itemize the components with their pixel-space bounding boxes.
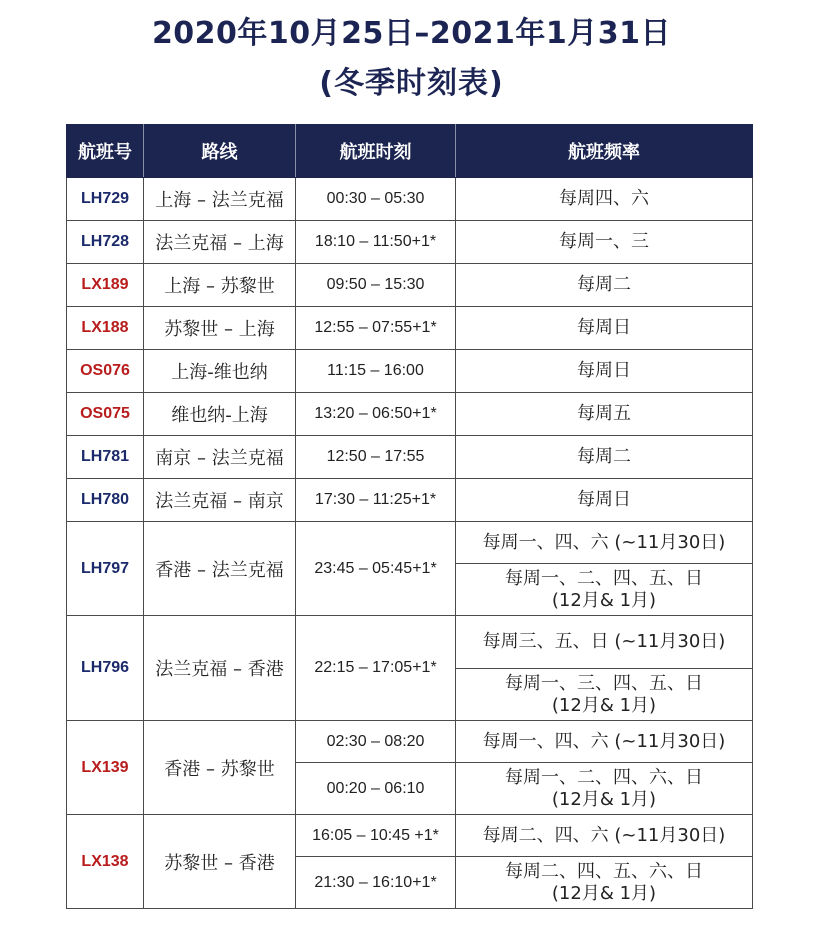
flight-number: OS075 — [67, 393, 144, 436]
flight-time: 22:15 – 17:05+1* — [296, 616, 456, 721]
frequency: 每周日 — [456, 479, 753, 522]
column-header-frequency: 航班频率 — [456, 125, 753, 178]
flight-time: 02:30 – 08:20 — [296, 721, 456, 763]
frequency: 每周一、四、六 (~11月30日) — [456, 721, 753, 763]
schedule-title-season: (冬季时刻表) — [319, 66, 504, 101]
table-row — [67, 350, 753, 393]
table-row — [67, 178, 753, 221]
flight-number: LX189 — [67, 264, 144, 307]
flight-time: 00:20 – 06:10 — [296, 763, 456, 815]
flight-time: 13:20 – 06:50+1* — [296, 393, 456, 436]
route: 上海-维也纳 — [144, 350, 296, 393]
frequency: 每周日 — [456, 307, 753, 350]
frequency — [456, 564, 753, 616]
flight-time: 18:10 – 11:50+1* — [296, 221, 456, 264]
flight-number: LH729 — [67, 178, 144, 221]
flight-number: LX139 — [67, 721, 144, 815]
table-header-row — [67, 125, 753, 178]
frequency-days: 每周一、二、四、五、日 — [505, 567, 703, 589]
flight-number: LX188 — [67, 307, 144, 350]
frequency-period: (12月& 1月) — [551, 694, 657, 716]
frequency: 每周一、三 — [456, 221, 753, 264]
flight-time: 12:50 – 17:55 — [296, 436, 456, 479]
frequency — [456, 857, 753, 909]
table-row — [67, 264, 753, 307]
route: 苏黎世 – 香港 — [144, 815, 296, 909]
route: 上海 – 法兰克福 — [144, 178, 296, 221]
flight-number: LH780 — [67, 479, 144, 522]
frequency-period: (12月& 1月) — [551, 589, 657, 611]
column-header-route: 路线 — [144, 125, 296, 178]
frequency: 每周二 — [456, 436, 753, 479]
table-row — [67, 616, 753, 669]
frequency: 每周五 — [456, 393, 753, 436]
flight-time: 21:30 – 16:10+1* — [296, 857, 456, 909]
column-header-flight: 航班号 — [67, 125, 144, 178]
frequency: 每周四、六 — [456, 178, 753, 221]
frequency: 每周三、五、日 (~11月30日) — [456, 616, 753, 669]
frequency-days: 每周一、二、四、六、日 — [505, 766, 703, 788]
route: 法兰克福 – 上海 — [144, 221, 296, 264]
frequency-period: (12月& 1月) — [551, 882, 657, 904]
route: 南京 – 法兰克福 — [144, 436, 296, 479]
route: 香港 – 法兰克福 — [144, 522, 296, 616]
frequency-period: (12月& 1月) — [551, 788, 657, 810]
frequency: 每周二、四、六 (~11月30日) — [456, 815, 753, 857]
frequency — [456, 669, 753, 721]
frequency — [456, 763, 753, 815]
flight-time: 12:55 – 07:55+1* — [296, 307, 456, 350]
route: 法兰克福 – 香港 — [144, 616, 296, 721]
route: 香港 – 苏黎世 — [144, 721, 296, 815]
frequency-days: 每周一、三、四、五、日 — [505, 672, 703, 694]
table-row — [67, 721, 753, 763]
flight-time: 17:30 – 11:25+1* — [296, 479, 456, 522]
flight-time: 09:50 – 15:30 — [296, 264, 456, 307]
frequency: 每周一、四、六 (~11月30日) — [456, 522, 753, 564]
route: 上海 – 苏黎世 — [144, 264, 296, 307]
flight-time: 16:05 – 10:45 +1* — [296, 815, 456, 857]
column-header-time: 航班时刻 — [296, 125, 456, 178]
flight-schedule-table — [66, 124, 753, 909]
flight-number: LH781 — [67, 436, 144, 479]
frequency: 每周日 — [456, 350, 753, 393]
flight-number: LH797 — [67, 522, 144, 616]
flight-number: LH796 — [67, 616, 144, 721]
flight-number: LX138 — [67, 815, 144, 909]
schedule-title-dates: 2020年10月25日–2021年1月31日 — [151, 16, 672, 51]
route: 维也纳-上海 — [144, 393, 296, 436]
table-row — [67, 815, 753, 857]
route: 苏黎世 – 上海 — [144, 307, 296, 350]
flight-time: 00:30 – 05:30 — [296, 178, 456, 221]
table-row — [67, 307, 753, 350]
route: 法兰克福 – 南京 — [144, 479, 296, 522]
frequency: 每周二 — [456, 264, 753, 307]
table-row — [67, 522, 753, 564]
flight-number: LH728 — [67, 221, 144, 264]
table-row — [67, 393, 753, 436]
flight-time: 11:15 – 16:00 — [296, 350, 456, 393]
table-row — [67, 221, 753, 264]
flight-time: 23:45 – 05:45+1* — [296, 522, 456, 616]
frequency-days: 每周二、四、五、六、日 — [505, 860, 703, 882]
table-row — [67, 479, 753, 522]
flight-number: OS076 — [67, 350, 144, 393]
table-row — [67, 436, 753, 479]
